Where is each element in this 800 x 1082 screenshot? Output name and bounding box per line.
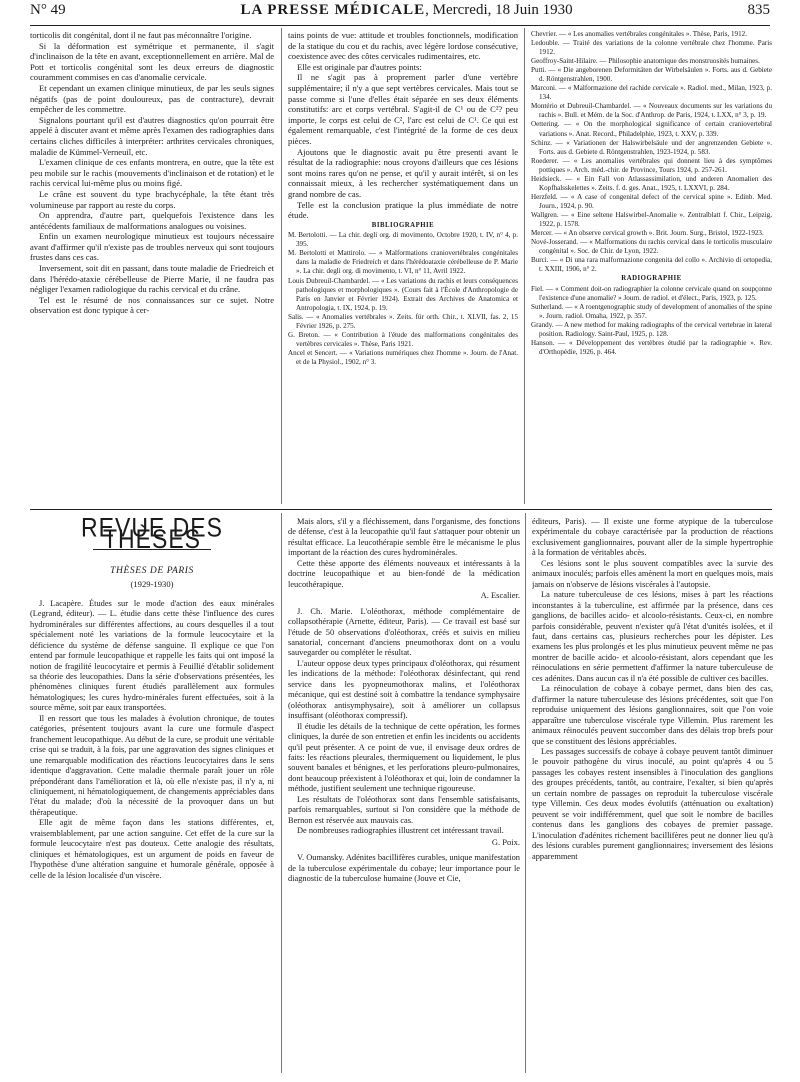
- bibliography-list-continued: [531, 30, 772, 274]
- signature-escalier: A. Escalier.: [480, 590, 520, 601]
- column-divider: [281, 28, 282, 504]
- bibliography-entry: Grandy. — A new method for making radiographs of the cervical vertebrae in lateral position. Radiology. Saint-Paul, 1925, p. 128.: [531, 321, 772, 339]
- paragraph: Si la déformation est symétrique et permanente, il s'agit d'inclinaison de la tête en avant, exceptionnellement en arrière. Mal de Pott et torticolis congénital sont les deux erreurs de diagnostic couramment commises en cas d'anomalie cervicale.: [30, 40, 274, 83]
- top-left-column: [30, 30, 274, 504]
- radiographie-heading: RADIOGRAPHIE: [621, 275, 682, 283]
- bibliography-entry: Schinz. — « Variationen der Halswirbelsäule und der angrenzenden Gebiete ». Forts. aus d. Gebiete d. Röntgenstrahlen, 1923-1924, p. 583.: [531, 138, 772, 156]
- paragraph: Il ne s'agit pas à proprement parler d'une vertèbre supplémentaire; il n'y a que sept vertèbres cervicales. Mais tout se passe comme si l'une d'elles était séparée en ses deux éléments constitutifs: arc et corps vertébral. S'agit-il de C¹ ou de C²? peu importe, le corps est celui de C², l'arc est celui de C¹. Ce qui est également remarquable, c'est l'intégrité de la forme de ces deux pièces.: [288, 72, 518, 146]
- bibliography-entry: Fiel. — « Comment doit-on radiographier la colonne cervicale quand on soupçonne l'existence d'une anomalie? » Journ. de radiol. et d'élect., Paris, 1923, p. 125.: [531, 284, 772, 302]
- paragraph: V. Oumansky. Adénites bacillifères curables, unique manifestation de la tuberculose expérimentale du cobaye; leur importance pour le diagnostic de la tuberculose humaine (Jouve et Cie,: [288, 853, 520, 883]
- paragraph: Les passages successifs de cobaye à cobaye peuvent tantôt diminuer le pouvoir pathogène du virus inoculé, au point qu'après 4 ou 5 passages les cobayes restent insensibles à l'inoculation des ganglions des groupes précédents, tantôt, au contraire, l'exalter, si bien qu'après un certain nombre de passages on reproduit la tuberculose viscérale type Villemin. Ces deux modes évolutifs (atténuation ou exaltation) peuvent se voir indifféremment, quel que soit le nombre de bacilles contenus dans les ganglions des cobayes de premier passage. L'inoculation d'adénites richement bacillifères peut ne donner lieu qu'à des lésions curables purement ganglionnaires; inversement des lésions apparemment: [532, 746, 773, 861]
- review-lacapere: [30, 599, 274, 881]
- paragraph: La nature tuberculeuse de ces lésions, mises à part les réactions inconstantes à la tuberculine, est affirmée par la présence, dans ces ganglions, de bacilles acido- et alcoolo-résistants. Ceux-ci, en nombre parfois considérable, peuvent n'exister qu'à l'état d'unités isolées, et il faut, dans certains cas, plusieurs recherches pour les dépister. Les examens les plus prolongés et les plus minutieux peuvent même ne pas montrer de bacille acido- et alcoolo-résistant, alors cependant que les réinoculations en série permettent d'affirmer la nature tuberculeuse de ces adénites. Dans aucun cas il n'a été possible de cultiver ces bacilles.: [532, 590, 773, 683]
- paragraph: De nombreuses radiographies illustrent cet intéressant travail.: [297, 826, 504, 836]
- bibliography-entry: Ledouble. — Traité des variations de la colonne vertébrale chez l'homme. Paris 1912.: [531, 39, 772, 57]
- theses-subtitle: THÈSES DE PARIS: [110, 565, 194, 576]
- bottom-left-column: [30, 513, 274, 1073]
- bibliography-entry: Herzfeld. — « A case of congenital defect of the cervical spine ». Edinb. Med. Journ., 1924, p. 90.: [531, 192, 772, 210]
- bibliography-entry: Louis Dubreuil-Chambardel. — « Les variations du rachis et leurs conséquences pathologiques et morphologiques ». (Cours fait à l'École d'Anthropologie de Paris en Janvier et Février 1924). Extrait des Archives de Anatomica et Antropologia, t. IX, 1924, p. 19.: [288, 276, 518, 312]
- page-header: [30, 2, 770, 26]
- bibliography-entry: M. Bertolotti. — La chir. degli org. di movimento, Octobre 1920, t. IV, n° 4, p. 395.: [288, 231, 518, 249]
- column-divider: [524, 28, 525, 504]
- bibliography-entry: M. Bertolotti et Mattirolo. — « Malformations craniovertébrales congénitales dans la maladie de Friedreich et dans l'hérédoataxie cérébelleuse de P. Marie ». La chir. degli org. di movimento, t. VI, n° 11, Avril 1922.: [288, 249, 518, 276]
- bibliography-heading: BIBLIOGRAPHIE: [371, 221, 435, 229]
- paragraph: Inversement, soit dit en passant, dans toute maladie de Friedreich et dans l'hérédo-ataxie cérébelleuse de Pierre Marie, il ne faudra pas négliger l'examen radiologique du rachis cervical et du crâne.: [30, 263, 274, 295]
- top-middle-column: [288, 30, 518, 504]
- bibliography-entry: Roederer. — « Les anomalies vertébrales qui donnent lieu à des symptômes pottiques ». Arch. méd.-chir. de Province, Tours 1924, p. 257-261.: [531, 156, 772, 174]
- column-divider: [281, 513, 282, 1073]
- bottom-right-column: [532, 517, 773, 1073]
- bibliography-entry: Sutherland. — « A roentgenographic study of development of anomalies of the spine ». Journ. radiol. Omaha, 1922, p. 357.: [531, 302, 772, 320]
- paragraph: On apprendra, d'autre part, quelquefois l'existence dans les antécédents familiaux de malformations analogues ou voisines.: [30, 210, 274, 231]
- bibliography-entry: Nové-Josserand. — « Malformations du rachis cervical dans le torticolis musculaire congénital ». Soc. de Chir. de Lyon, 1922.: [531, 238, 772, 256]
- paragraph: Elle agit de même façon dans les stations différentes, et, vraisemblablement, par une action sanguine. Cet effet de la cure sur la formule leucocytaire n'est pas douteux. Cette analogie des résultats, cliniques et hématologiques, est un argument de poids en faveur de l'hypothèse d'une altération sanguine et humorale générale, opposée à celle de la lésion localisée d'un viscère.: [30, 818, 274, 880]
- paragraph: Il en ressort que tous les malades à évolution chronique, de toutes catégories, présentent toujours avant la cure une formule d'aspect franchement leucopathique. Au début de la cure, se produit une véritable crise qui se traduit, à la fois, par une aggravation des signes cliniques et une remarquable modification des réactions leucocytaires dans le sens identique d'aggravation. Cette maladie thermale paraît jouer un rôle prépondérant dans l'amélioration et là, où elle n'existe pas, il n'y a, ni cliniquement, ni hématologiquement, de changements appréciables dans l'état du malade; d'où la nécessité de la provoquer dans un but thérapeutique.: [30, 713, 274, 817]
- bibliography-list: [288, 231, 518, 367]
- theses-years: (1929-1930): [130, 579, 174, 590]
- review-marie: [288, 607, 520, 837]
- bottom-middle-column: [288, 517, 520, 1073]
- review-oumansky: [288, 853, 520, 884]
- review-lacapere-end: [288, 517, 520, 590]
- paragraph: L'auteur oppose deux types principaux d'oléothorax, qui résument les indications de la méthode: l'oléothorax désinfectant, qui rend service dans les pyopneumothorax malins, et l'oléothorax mécanique, qui est destiné soit à combattre la tendance symphysaire (oléothorax antisymphysaire), soit à améliorer un collapsus insuffisant (oléothorax compressif).: [288, 658, 520, 721]
- bibliography-entry: Chevrier. — « Les anomalies vertébrales congénitales ». Thèse, Paris, 1912.: [531, 30, 747, 38]
- bibliography-entry: Salis. — « Anomalies vertébrales ». Zeits. für orth. Chir., t. XLVII, fas. 2, 15 Février 1926, p. 275.: [288, 312, 518, 330]
- paragraph: J. Lacapère. Études sur le mode d'action des eaux minérales (Legrand, éditeur). — L. étudie dans cette thèse l'influence des cures hydrominérales sur différentes affections, au cours desquelles il a tout spécialement noté les variations de la formule leucocytaire et la déficience du système de défense sanguine. Il explique ce que l'on entend par formule leucopathique et rappelle les faits qui ont imposé la notion de fragilité leucocytaire et permis à Feuillié d'établir solidement sa théorie des leucopathies. Dans la série d'observations présentées, les phénomènes cliniques furent étudiés parallèlement aux formules hématologiques; les cures hydro-minérales furent effectuées, soit à la source même, soit par eaux transportées.: [30, 598, 274, 713]
- paragraph: Les résultats de l'oléothorax sont dans l'ensemble satisfaisants, parfois remarquables, surtout si l'on considère que la méthode de Bernon est réservée aux mauvais cas.: [288, 794, 520, 825]
- paragraph: La réinoculation de cobaye à cobaye permet, dans bien des cas, d'affirmer la nature tuberculeuse des lésions précédentes, soit que l'on reproduise uniquement des lésions ganglionnaires, soit que l'on voie apparaître une tuberculose viscérale type Villemin. Plus rarement les animaux réinoculés peuvent succomber dans des délais trop brefs pour que se constituent des lésions appréciables.: [532, 684, 773, 746]
- paragraph: L'examen clinique de ces enfants montrera, en outre, que la tête est peu mobile sur le rachis (mouvements d'inclinaison et de rotation) et le rachis cervical lui-même plus ou moins figé.: [30, 157, 274, 189]
- bibliography-entry: Wallgren. — « Eine seltene Halswirbel-Anomalie ». Zentralblatt f. Chir., Leipzig, 1922, p. 1578.: [531, 210, 772, 228]
- bibliography-entry: Montério et Dubreuil-Chambardel. — « Nouveaux documents sur les variations du rachis ». Bull. et Mém. de la Soc. d'Anthrop. de Paris, 1924, t. LXX, n° 3, p. 19.: [531, 102, 772, 120]
- radiographie-list: [531, 285, 772, 357]
- paragraph: Mais alors, s'il y a fléchissement, dans l'organisme, des fonctions de défense, c'est à la leucopathie qu'il faut s'attaquer pour obtenir un résultat efficace. La leucothérapie semble être le mécanisme le plus important de la réaction des cures hydrominérales.: [288, 517, 520, 558]
- paragraph: Tel est le résumé de nos connaissances sur ce sujet. Notre observation est donc typique à cer-: [30, 294, 274, 316]
- review-oumansky-continued: [532, 517, 773, 862]
- paragraph: Signalons pourtant qu'il est d'autres diagnostics qu'on pourrait être appelé à discuter avant et même après l'examen des radiographies dans certains cliches difficiles à interpréter: arthrites cervicales chroniques, maladie de Kümmel-Verneuil, etc.: [30, 114, 274, 157]
- page-number: 835: [747, 2, 770, 18]
- column-divider: [525, 513, 526, 1073]
- top-right-column: [531, 30, 772, 504]
- issue-number: N° 49: [30, 2, 66, 18]
- paragraph: Le crâne est souvent du type brachycéphale, la tête étant très volumineuse par rapport au reste du corps.: [30, 188, 274, 210]
- article-conclusion: [288, 30, 518, 221]
- bibliography-entry: Ancel et Sencert. — « Variations numériques chez l'homme ». Journ. de l'Anat. et de la Physiol., 1902, n° 3.: [288, 348, 518, 366]
- paragraph: Telle est la conclusion pratique la plus immédiate de notre étude.: [288, 199, 518, 221]
- issue-date: , Mercredi, 18 Juin 1930: [425, 2, 573, 18]
- paragraph: éditeurs, Paris). — Il existe une forme atypique de la tuberculose expérimentale du cobaye caractérisée par la production de réactions exclusivement ganglionnaires, pouvant aller de la simple hypertrophie à la formation de véritables abcès.: [532, 517, 773, 558]
- paragraph: Et cependant un examen clinique minutieux, de par les seuls signes négatifs (pas de point douloureux, pas de contracture), devrait empêcher de les commettre.: [30, 82, 274, 115]
- bibliography-entry: G. Breton. — « Contribution à l'étude des malformations congénitales des vertèbres cervicales ». Thèse, Paris 1921.: [288, 330, 518, 348]
- bibliography-entry: Heidsieck. — « Ein Fall von Atlassassimilation, und anderen Anomalien des Kopfhalsskelettes ». Zeits. f. d. ges. Anat., 1925, t. LXXVI, p. 284.: [531, 174, 772, 192]
- section-rule: [30, 509, 772, 510]
- journal-name: LA PRESSE MÉDICALE: [240, 2, 426, 18]
- paragraph: Enfin un examen neurologique minutieux est toujours nécessaire avant d'affirmer qu'il n'existe pas de troubles nerveux qui sont toujours frustes dans ces cas.: [30, 231, 274, 263]
- paragraph: torticolis dit congénital, dont il ne faut pas méconnaître l'origine.: [30, 30, 252, 40]
- paragraph: tains points de vue: attitude et troubles fonctionnels, modification de la statique du cou et du rachis, avec légère lordose consécutive, coexistence avec des côtes cervicales rudimentaires, etc.: [288, 30, 518, 62]
- bibliography-entry: Putti. — « Die angeborenen Deformitäten der Wirbelsäulen ». Forts. aus d. Gebiete d. Röntgenstrahlen, 1900.: [531, 66, 772, 84]
- bibliography-entry: Burci. — « Di una rara malformazione congenita del collo ». Archivio di ortopedia, t. XXIII, 1906, n° 2.: [531, 256, 772, 274]
- bibliography-entry: Geoffroy-Saint-Hilaire. — Philosophie anatomique des monstruosités humaines.: [531, 57, 760, 66]
- bibliography-entry: Mercer. — « An observe cervical growth ». Brit. Journ. Surg., Bristol, 1922-1923.: [531, 229, 764, 238]
- bibliography-entry: Oettering. — « On the morphological significance of certain craniovertebral variations ». Anat. Record., Philadelphie, 1923, t. XXV, p. 339.: [531, 120, 772, 138]
- paragraph: Ajoutons que le diagnostic avait pu être presenti avant le résultat de la radiographie: nous croyons d'ailleurs que ces lésions sont moins rares qu'on ne pense, et qu'il y aurait intérêt, si on les connaissait mieux, à les rechercher systématiquement dans un grand nombre de cas.: [288, 146, 518, 199]
- bibliography-entry: Marconi. — « Malformazione del rachide cervicale ». Radiol. med., Milan, 1923, p. 134.: [531, 84, 772, 102]
- revue-title: REVUE DES THÈSES: [81, 513, 223, 555]
- journal-title: [240, 2, 572, 19]
- paragraph: Elle est originale par d'autres points:: [297, 61, 422, 72]
- paragraph: J. Ch. Marie. L'oléothorax, méthode complémentaire de collapsothérapie (Arnette, éditeur, Paris). — Ce travail est basé sur l'étude de 50 observations d'oléothorax, créés et suivis en milieu sanatorial, concernant d'anciens pneumothorax dont on a voulu sauvegarder ou compléter le résultat.: [288, 606, 520, 658]
- paragraph: Ces lésions sont le plus souvent compatibles avec la survie des animaux inoculés; parfois elles amènent la mort en quelques mois, mais jamais on n'observe de lésions viscérales à l'autopsie.: [532, 558, 773, 589]
- paragraph: Il étudie les détails de la technique de cette opération, les formes cliniques, la durée de son entretien et enfin les incidents ou accidents qu'il peut présenter. A ce point de vue, il envisage deux ordres de faits: les réactions pleurales, thermiquement ou liquidement, le plus souvent banales et bénignes, et les perforations pleuro-pulmonaires, dont beaucoup préexistent à l'oléothorax et qui, loin de condamner la méthode, justifient seulement une technique rigoureuse.: [288, 721, 520, 794]
- signature-poix: G. Poix.: [491, 836, 520, 847]
- bibliography-entry: Hanson. — « Développement des vertèbres étudié par la radiographie ». Rev. d'Orthopédie, 1926, p. 464.: [531, 339, 772, 357]
- paragraph: Cette thèse apporte des éléments nouveaux et intéressants à la doctrine leucopathique et au bien-fondé de la médication leucothérapique.: [288, 558, 520, 589]
